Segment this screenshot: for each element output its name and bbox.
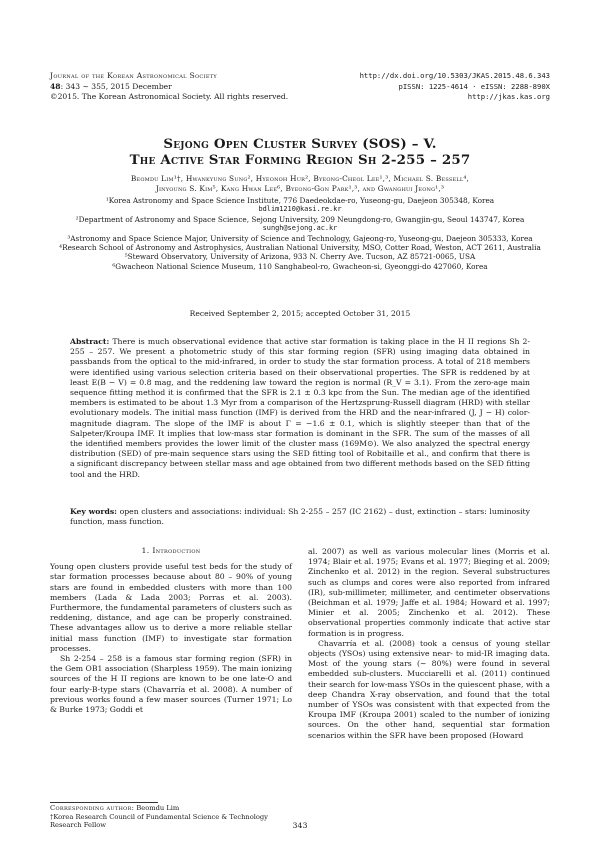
left-column: [50, 546, 292, 715]
journal-name: Journal of the Korean Astronomical Society: [50, 71, 218, 80]
paragraph: Young open clusters provide useful test beds for the study of star formation processes because about 80 – 90% of young stars are found in embedded clusters with more than 100 members (Lada & Lada 2003; Porras et al. 2003). Furthermore, the fundamental parameters of clusters such as reddening, distance, and age can be properly constrained. These advantages allow us to derive a more reliable stellar initial mass function (IMF) to investigate star formation processes.: [50, 562, 292, 653]
affiliation-email[interactable]: bdlim1210@kasi.re.kr: [258, 205, 342, 214]
affiliation-6: ⁶Gwacheon National Science Museum, 110 Sanghabeol-ro, Gwacheon-si, Gyeonggi-do 427060, Korea: [112, 261, 488, 271]
corresponding-author: [50, 804, 292, 813]
affiliation-5: ⁵Steward Observatory, University of Arizona, 933 N. Cherry Ave. Tucson, AZ 85721-0065, USA: [124, 252, 476, 262]
keywords: [70, 507, 530, 527]
corresponding-name: Beomdu Lim: [136, 804, 180, 812]
paper-title: [50, 136, 550, 168]
journal-url[interactable]: http://jkas.kas.org: [467, 92, 550, 102]
volume-pages-rest: : 343 ∼ 355, 2015 December: [60, 81, 172, 91]
keywords-label: Key words:: [70, 507, 118, 516]
right-column: [308, 547, 550, 741]
affiliation-4: ⁴Research School of Astronomy and Astrophysics, Australian National University, MSO, Cotter Road, Weston, ACT 2611, Australia: [59, 243, 541, 253]
copyright: ©2015. The Korean Astronomical Society. All rights reserved.: [50, 92, 289, 102]
journal-header: [50, 71, 288, 103]
abstract-text: There is much observational evidence that active star formation is taking place in the H II regions Sh 2-255 – 257. We present a photometric study of this star forming region (SFR) using imaging data obtained in passbands from the optical to the mid-infrared, in order to study the star formation process. A total of 218 members were identified using various selection criteria based on their observational properties. The SFR is reddened by at least E(B − V) = 0.8 mag, and the reddening law toward the region is normal (R_V = 3.1). From the zero-age main sequence fitting method it is confirmed that the SFR is 2.1 ± 0.3 kpc from the Sun. The median age of the identified members is estimated to be about 1.3 Myr from a comparison of the Hertzsprung-Russell diagram (HRD) with stellar evolutionary models. The initial mass function (IMF) is derived from the HRD and the near-infrared (J, J − H) color-magnitude diagram. The slope of the IMF is about Γ = −1.6 ± 0.1, which is slightly steeper than that of the Salpeter/Kroupa IMF. It implies that low-mass star formation is dominant in the SFR. The sum of the masses of all the identified members provides the lower limit of the cluster mass (169M⊙). We also analyzed the spectral energy distribution (SED) of pre-main sequence stars using the SED fitting tool of Robitaille et al., and confirm that there is a significant discrepancy between stellar mass and age obtained from two different methods based on the SED fitting tool and the HRD.: [70, 337, 530, 479]
affiliation-2: [50, 215, 550, 234]
affiliations: [50, 196, 550, 271]
section-heading: 1. Introduction: [141, 546, 201, 555]
affiliation-email[interactable]: sungh@sejong.ac.kr: [262, 224, 338, 233]
authors-line-1: Beomdu Lim¹†, Hwankyung Sung², Hyeonoh Hur², Byeong-Cheol Lee¹,³, Michael S. Bessell⁴,: [130, 174, 470, 183]
page-number: 343: [292, 821, 308, 830]
abstract: [70, 337, 530, 480]
footnote-divider: [50, 802, 158, 803]
paragraph: Chavarría et al. (2008) took a census of young stellar objects (YSOs) using extensive near- to mid-IR imaging data. Most of the young stars (∼ 80%) were found in several embedded sub-clusters. Mucciarelli et al. (2011) continued their search for low-mass YSOs in the quiescent phase, with a deep Chandra X-ray observation, and found that the total number of YSOs was consistent with that expected from the Kroupa IMF (Kroupa 2001) scaled to the number of ionizing sources. On the other hand, sequential star formation scenarios within the SFR have been proposed (Howard: [308, 638, 550, 740]
doi-header: [360, 71, 550, 103]
affiliation-3: ³Astronomy and Space Science Major, University of Science and Technology, Gajeong-ro, Yuseong-gu, Daejeon 305333, Korea: [67, 233, 533, 243]
affiliation-1: [50, 196, 550, 215]
authors-line-2: Jinyoung S. Kim⁵, Kang Hwan Lee⁶, Byeong-Gon Park¹,³, and Gwanghui Jeong¹,³: [155, 183, 445, 193]
keywords-text: open clusters and associations: individual: Sh 2-255 – 257 (IC 2162) – dust, extinction – stars: luminosity function, mass function.: [70, 507, 530, 527]
fellow-note: †Korea Research Council of Fundamental Science & Technology Research Fellow: [50, 812, 268, 830]
affiliation-text: ²Department of Astronomy and Space Science, Sejong University, 209 Neungdong-ro, Gwangjin-gu, Seoul 143747, Korea: [75, 214, 525, 224]
title-line-2: The Active Star Forming Region Sh 2-255 – 257: [129, 152, 471, 168]
received-dates: Received September 2, 2015; accepted October 31, 2015: [189, 309, 411, 318]
doi-link[interactable]: http://dx.doi.org/10.5303/JKAS.2015.48.6.343: [359, 71, 550, 80]
volume-number: 48: [50, 81, 61, 91]
volume-pages: [50, 82, 288, 93]
abstract-label: Abstract:: [70, 337, 110, 346]
title-line-1: Sejong Open Cluster Survey (SOS) – V.: [163, 136, 437, 152]
author-list: [60, 174, 540, 193]
corresponding-label: Corresponding author:: [50, 804, 135, 812]
paragraph: al. 2007) as well as various molecular lines (Morris et al. 1974; Blair et al. 1975; Evans et al. 1977; Bieging et al. 2009; Zinchenko et al. 2012) in the region. Several substructures such as clumps and cores were also reported from infrared (IR), sub-millimeter, millimeter, and centimeter observations (Beichman et al. 1979; Jaffe et al. 1984; Howard et al. 1997; Minier et al. 2005; Zinchenko et al. 2012). These observational properties commonly indicate that active star formation is in progress.: [308, 547, 550, 638]
paragraph: Sh 2-254 – 258 is a famous star forming region (SFR) in the Gem OB1 association (Sharpless 1959). The main ionizing sources of the H II regions are known to be one late-O and four early-B-type stars (Chavarría et al. 2008). A number of previous works found a few maser sources (Turner 1971; Lo & Burke 1973; Goddi et: [50, 654, 292, 715]
affiliation-text: ¹Korea Astronomy and Space Science Institute, 776 Daedeokdae-ro, Yuseong-gu, Daejeon 305348, Korea: [105, 196, 495, 205]
issn: pISSN: 1225-4614 · eISSN: 2288-890X: [398, 81, 550, 91]
